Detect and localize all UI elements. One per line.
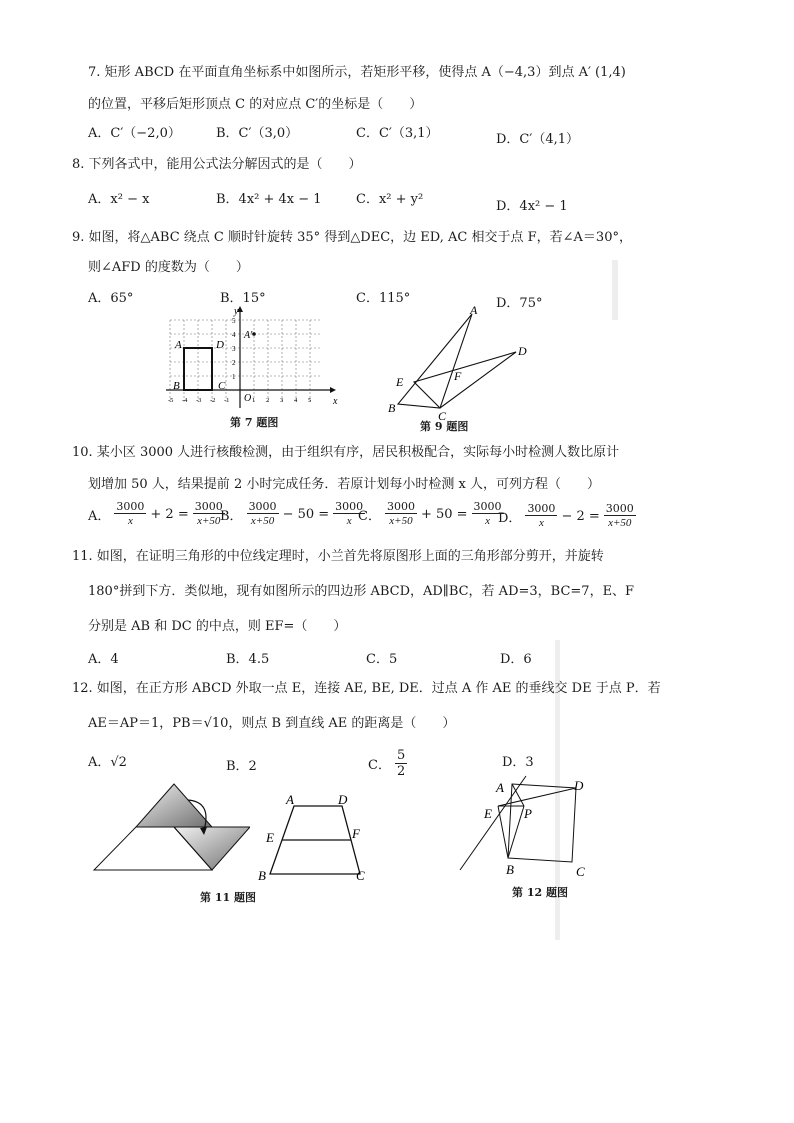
label-c: C [218, 380, 226, 392]
label-e: E [266, 830, 274, 845]
label-d: D [518, 344, 527, 358]
q8-option-d[interactable]: D．4x² − 1 [496, 199, 568, 214]
svg-text:5: 5 [232, 317, 236, 325]
figure-7-grid [164, 304, 344, 412]
q9-option-d[interactable]: D．75° [496, 296, 543, 311]
label-b: B [173, 380, 180, 392]
svg-text:-5: -5 [168, 397, 174, 404]
line-ae-extended [460, 776, 526, 870]
q9-option-c[interactable]: C．115° [356, 291, 411, 306]
svg-text:2: 2 [266, 397, 270, 404]
label-b: B [506, 862, 514, 877]
q12-option-d[interactable]: D．3 [502, 755, 534, 770]
y-tick-labels [232, 317, 236, 381]
label-p: P [524, 806, 532, 821]
svg-text:5: 5 [308, 397, 312, 404]
q7-option-c[interactable]: C．C′（3,1） [356, 126, 439, 141]
label-b: B [258, 868, 266, 883]
q10-option-a[interactable]: A． $\frac{3000}{x}$ + 2 = $\frac{3000}{x+50}$ [88, 500, 223, 527]
q10-option-c[interactable]: C． $\frac{3000}{x+50}$ + 50 = $\frac{3000}{x}$ [358, 500, 502, 527]
q10-stem-line2: 划增加 50 人，结果提前 2 小时完成任务．若原计划每小时检测 x 人，可列方程（ ） [88, 477, 600, 492]
triangle-dec [414, 352, 516, 408]
label-c: C [576, 864, 585, 879]
triangle-abc [398, 314, 472, 408]
q8-stem: 8. 下列各式中，能用公式法分解因式的是（ ） [72, 157, 362, 172]
fraction: $\frac{3000}{x}$ [473, 500, 502, 527]
svg-text:4: 4 [294, 397, 298, 404]
label-e: E [484, 806, 492, 821]
svg-text:2: 2 [232, 359, 236, 367]
point-a-prime [252, 332, 256, 336]
svg-text:1: 1 [232, 373, 236, 381]
line-de [498, 788, 576, 806]
q11-option-d[interactable]: D．6 [500, 652, 532, 667]
q12-stem-line1: 12. 如图，在正方形 ABCD 外取一点 E，连接 AE, BE, DE．过点 A 作 AE 的垂线交 DE 于点 P．若 [72, 681, 661, 696]
label-c: C [438, 409, 447, 422]
q7-stem-line1: 7. 矩形 ABCD 在平面直角坐标系中如图所示，若矩形平移，使得点 A（−4,3）到点 A′ (1,4) [88, 65, 626, 80]
label-d: D [338, 792, 348, 807]
svg-text:3: 3 [280, 397, 284, 404]
q11-option-b[interactable]: B．4.5 [226, 652, 270, 667]
q11-option-a[interactable]: A．4 [88, 652, 119, 667]
label-a: A [470, 303, 478, 317]
label-a: A [175, 339, 182, 351]
figure-11-caption: 第 11 题图 [200, 891, 256, 904]
label-c: C [356, 868, 365, 883]
figure-9-caption: 第 9 题图 [420, 420, 469, 433]
label-d: D [574, 778, 584, 793]
scan-shadow [612, 260, 618, 320]
figure-11-triangle-rotation [90, 780, 250, 875]
q7-option-d[interactable]: D．C′（4,1） [496, 132, 579, 147]
label-b: B [388, 401, 396, 415]
svg-text:-3: -3 [196, 397, 202, 404]
label-f: F [454, 369, 462, 383]
x-axis-arrow [330, 387, 336, 393]
q8-option-a[interactable]: A．x² − x [88, 192, 150, 207]
svg-text:4: 4 [232, 331, 236, 339]
label-a: A [286, 792, 294, 807]
fraction: $\frac{3000}{x}$ [116, 500, 145, 527]
fraction: $\frac{5}{2}$ [396, 748, 406, 779]
label-e: E [396, 375, 404, 389]
q9-stem-line1: 9. 如图，将△ABC 绕点 C 顺时针旋转 35° 得到△DEC，边 ED, AC 相交于点 F，若∠A＝30°， [72, 230, 632, 245]
q10-option-b[interactable]: B． $\frac{3000}{x+50}$ − 50 = $\frac{3000}{x}$ [220, 500, 364, 527]
q10-stem-line1: 10. 某小区 3000 人进行核酸检测，由于组织有序，居民积极配合，实际每小时检测人数比原计 [72, 445, 620, 460]
figure-12-caption: 第 12 题图 [512, 886, 568, 899]
figure-12-square [452, 770, 602, 880]
q12-option-c[interactable]: C． $\frac{5}{2}$ [368, 748, 406, 779]
svg-text:1: 1 [252, 397, 256, 404]
svg-text:-4: -4 [182, 397, 188, 404]
svg-text:-2: -2 [210, 397, 216, 404]
q7-option-b[interactable]: B．C′（3,0） [216, 126, 299, 141]
q8-option-b[interactable]: B．4x² + 4x − 1 [216, 192, 322, 207]
label-a-prime: A′ [244, 330, 253, 341]
q8-option-c[interactable]: C．x² + y² [356, 192, 424, 207]
label-y: y [234, 306, 239, 317]
label-f: F [352, 826, 360, 841]
fraction: $\frac{3000}{x+50}$ [386, 500, 415, 527]
q9-option-b[interactable]: B．15° [220, 291, 266, 306]
q10-option-d[interactable]: D． $\frac{3000}{x}$ − 2 = $\frac{3000}{x+50}$ [498, 502, 634, 529]
fraction: $\frac{3000}{x+50}$ [248, 500, 277, 527]
q11-stem-line1: 11. 如图，在证明三角形的中位线定理时，小兰首先将原图形上面的三角形部分剪开，并旋转 [72, 549, 604, 564]
fraction: $\frac{3000}{x}$ [527, 502, 556, 529]
q9-option-a[interactable]: A．65° [88, 291, 134, 306]
q9-stem-line2: 则∠AFD 的度数为（ ） [88, 260, 249, 275]
label-x: x [333, 396, 338, 407]
q11-stem-line2: 180°拼到下方．类似地，现有如图所示的四边形 ABCD，AD∥BC，若 AD=3，BC=7，E、F [88, 584, 635, 599]
figure-7-caption: 第 7 题图 [230, 416, 279, 429]
q12-option-a[interactable]: A．√2 [88, 755, 127, 770]
fraction: $\frac{3000}{x+50}$ [605, 502, 634, 529]
label-a: A [496, 780, 504, 795]
fraction: $\frac{3000}{x+50}$ [194, 500, 223, 527]
q7-option-a[interactable]: A．C′（−2,0） [88, 126, 181, 141]
top-shaded-triangle [136, 784, 212, 827]
label-d: D [216, 339, 224, 351]
figure-11-trapezoid [258, 790, 378, 885]
q12-stem-line2: AE＝AP＝1，PB＝√10，则点 B 到直线 AE 的距离是（ ） [88, 716, 456, 731]
svg-text:-1: -1 [224, 397, 230, 404]
svg-text:3: 3 [232, 345, 236, 353]
fraction: $\frac{3000}{x}$ [335, 500, 364, 527]
q11-stem-line3: 分别是 AB 和 DC 的中点，则 EF=（ ） [88, 619, 347, 634]
rotated-shaded-triangle [174, 827, 250, 870]
line-be [498, 806, 508, 858]
q7-stem-line2: 的位置，平移后矩形顶点 C 的对应点 C′的坐标是（ ） [88, 97, 423, 112]
figure-9-triangles [386, 300, 546, 422]
q12-option-b[interactable]: B．2 [226, 759, 257, 774]
q11-option-c[interactable]: C．5 [366, 652, 398, 667]
label-o: O [244, 393, 252, 404]
